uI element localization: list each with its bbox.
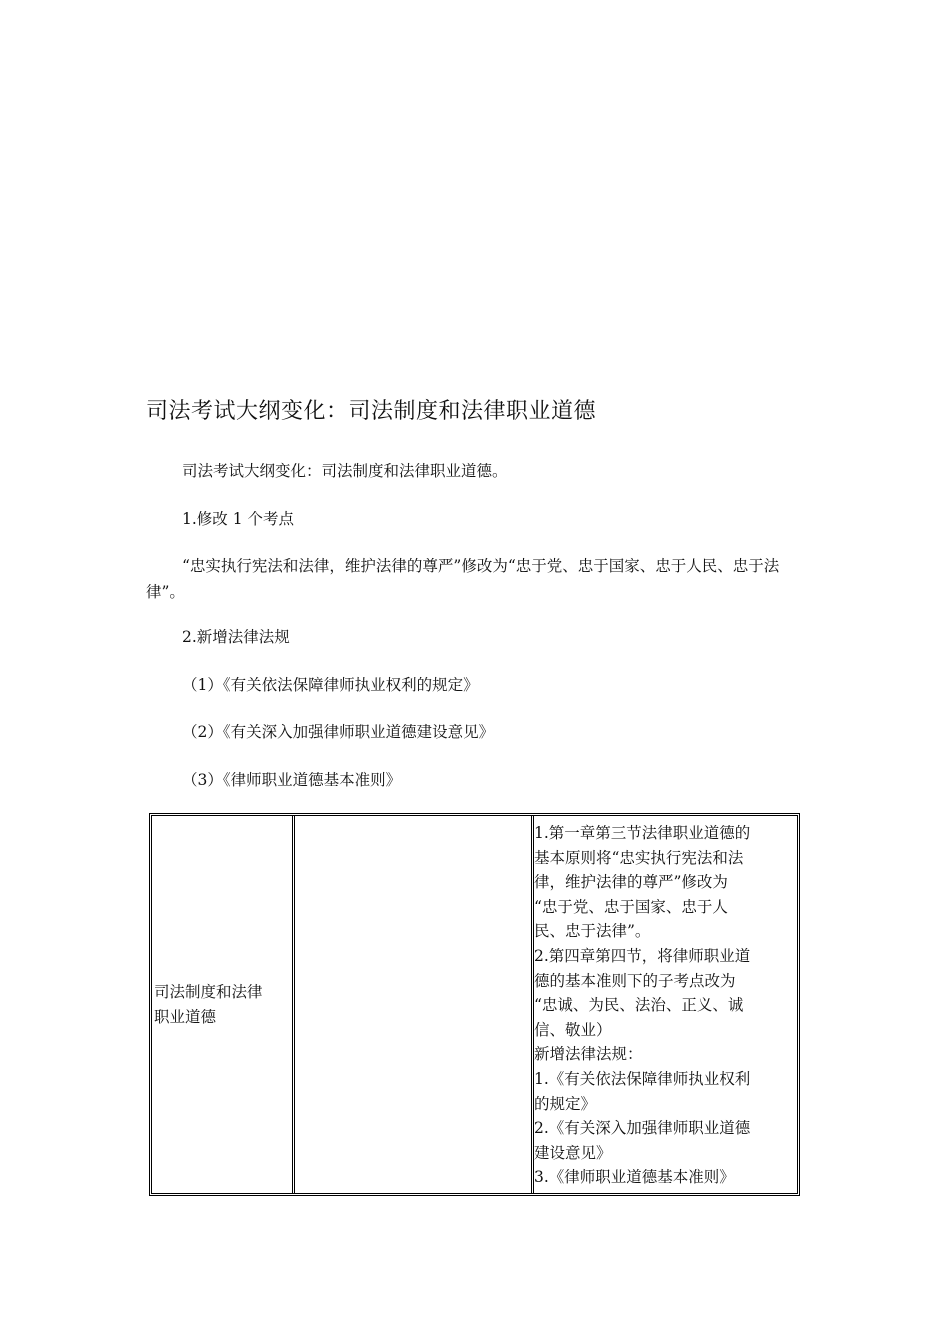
intro-paragraph: 司法考试大纲变化：司法制度和法律职业道德。 — [182, 462, 508, 480]
regulation-item-1: （1）《有关依法保障律师执业权利的规定》 — [182, 676, 479, 694]
change-line: 2.第四章第四节，将律师职业道 — [534, 947, 751, 966]
point2-heading: 2.新增法律法规 — [182, 628, 290, 646]
regulation-item-3: （3）《律师职业道德基本准则》 — [182, 771, 402, 789]
changes-table — [149, 813, 800, 1196]
change-line: 3.《律师职业道德基本准则》 — [534, 1168, 735, 1187]
change-line: 德的基本准则下的子考点改为 — [534, 971, 736, 990]
table-row — [152, 816, 797, 1193]
change-line: 2.《有关深入加强律师职业道德 — [534, 1119, 751, 1138]
subject-line: 职业道德 — [154, 1007, 217, 1026]
point1-heading: 1.修改 1 个考点 — [182, 510, 295, 528]
change-line: 民、忠于法律”。 — [534, 922, 651, 941]
change-line: 建设意见》 — [534, 1143, 612, 1162]
change-line: 信、敬业） — [534, 1020, 612, 1039]
subject-cell — [152, 816, 294, 1193]
change-line: “忠诚、为民、法治、正义、诚 — [534, 996, 744, 1015]
subject-line: 司法制度和法律 — [154, 982, 263, 1001]
change-line: 新增法律法规： — [534, 1045, 643, 1064]
changes-cell — [533, 816, 798, 1193]
change-line: 1.第一章第三节法律职业道德的 — [534, 824, 751, 843]
change-line: 基本原则将“忠实执行宪法和法 — [534, 848, 744, 867]
change-line: 的规定》 — [534, 1094, 597, 1113]
change-line: 1.《有关依法保障律师执业权利 — [534, 1069, 751, 1088]
point1-body: “忠实执行宪法和法律，维护法律的尊严”修改为“忠于党、忠于国家、忠于人民、忠于法律”。 — [146, 557, 780, 601]
change-line: 律，维护法律的尊严”修改为 — [534, 873, 728, 892]
document-title: 司法考试大纲变化：司法制度和法律职业道德 — [146, 399, 597, 424]
changes-table-grid — [152, 816, 797, 1193]
regulation-item-2: （2）《有关深入加强律师职业道德建设意见》 — [182, 723, 495, 741]
middle-cell — [294, 816, 533, 1193]
change-line: “忠于党、忠于国家、忠于人 — [534, 897, 728, 916]
